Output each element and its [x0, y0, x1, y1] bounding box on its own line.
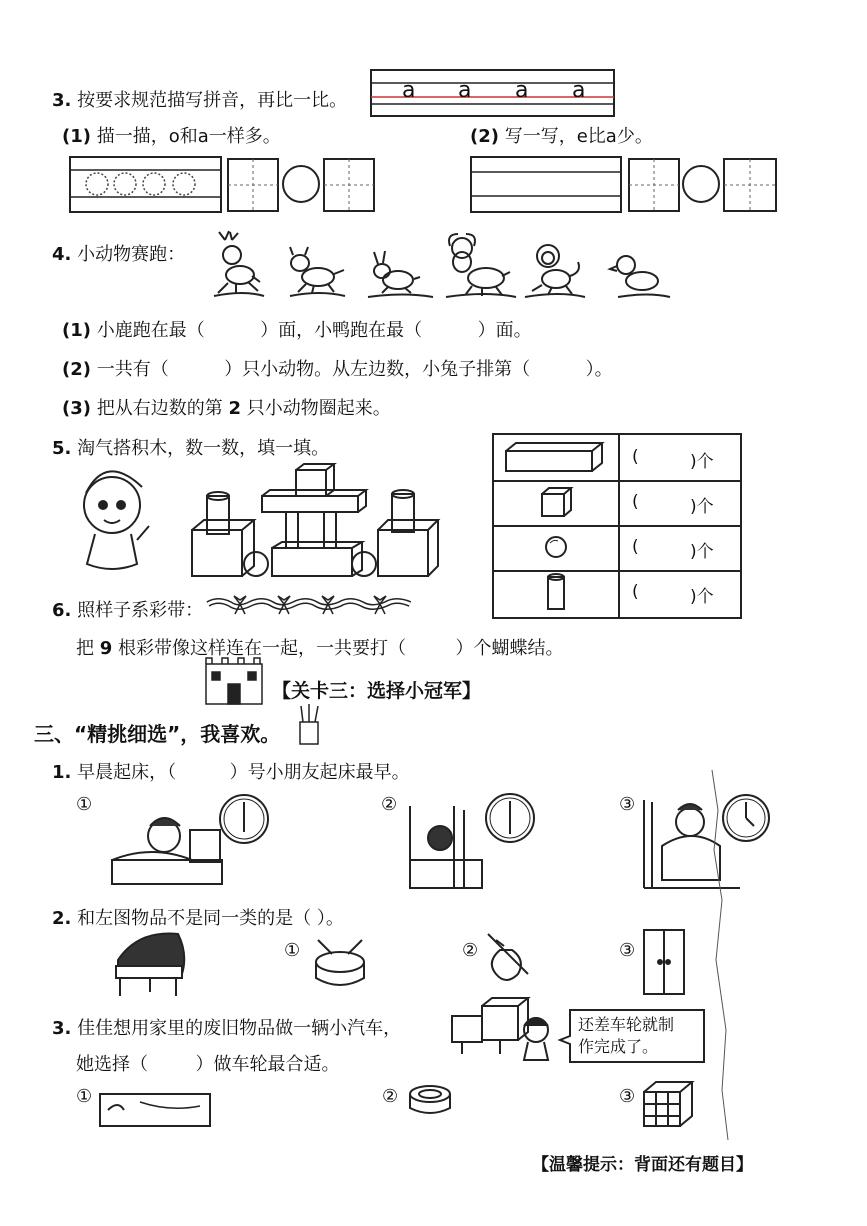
speech-bubble-line1: 还差车轮就制	[578, 1015, 675, 1034]
answer-open-paren: (	[632, 447, 639, 467]
q4-sub1-text-a: 小鹿跑在最（	[96, 320, 205, 341]
p1-option-1-label[interactable]: ①	[76, 794, 93, 815]
p1-text-a: 早晨起床，（	[77, 762, 177, 783]
answer-open-paren: (	[632, 537, 639, 557]
p3-option-1-label[interactable]: ①	[76, 1086, 93, 1107]
p1-option-2-label[interactable]: ②	[381, 794, 398, 815]
p3-text-line1: 佳佳想用家里的废旧物品做一辆小汽车，	[77, 1018, 402, 1039]
q3-sub1-number: (1)	[62, 126, 91, 147]
q4-sub2-number: (2)	[62, 359, 91, 380]
p3-number: 3.	[52, 1018, 72, 1039]
p1-option-3-label[interactable]: ③	[619, 794, 636, 815]
q3-sub2-text: 写一写，e比a少。	[504, 126, 653, 147]
p2-option-1-label[interactable]: ①	[284, 940, 301, 961]
p3-option-2-label[interactable]: ②	[382, 1086, 399, 1107]
p3-option-3-label[interactable]: ③	[619, 1086, 636, 1107]
answer-open-paren: (	[632, 582, 639, 602]
q6-number: 6.	[52, 600, 72, 621]
q4-sub2-text-c: ）。	[585, 359, 613, 380]
pinyin-letter: a	[515, 78, 529, 103]
q4-sub3-number-value: 2	[228, 398, 241, 419]
answer-open-paren: (	[632, 492, 639, 512]
q4-sub2-text-b: ）只小动物。从左边数，小兔子排第（	[224, 359, 531, 380]
q4-number: 4.	[52, 244, 72, 265]
q4-sub3-text-a: 把从右边数的第	[96, 398, 223, 419]
q6-text-c: ）个蝴蝶结。	[455, 638, 564, 659]
q3-sub1-text: 描一描，o和a一样多。	[96, 126, 281, 147]
p2-number: 2.	[52, 908, 72, 929]
q4-sub1-number: (1)	[62, 320, 91, 341]
answer-close-unit: )个	[690, 497, 714, 517]
q3-title-text: 按要求规范描写拼音，再比一比。	[77, 90, 348, 111]
q3-sub2-number: (2)	[470, 126, 499, 147]
section3-title: 三、“精挑细选”，我喜欢。	[34, 722, 281, 746]
level3-title: 【关卡三：选择小冠军】	[272, 680, 482, 702]
pinyin-letter: a	[402, 78, 416, 103]
q5-title-text: 淘气搭积木，数一数，填一填。	[77, 438, 330, 459]
answer-close-unit: )个	[690, 542, 714, 562]
speech-bubble-line2: 作完成了。	[578, 1037, 659, 1056]
p3-text-a: 她选择（	[76, 1054, 148, 1075]
q3-number: 3.	[52, 90, 72, 111]
p2-option-2-label[interactable]: ②	[462, 940, 479, 961]
q4-sub1-text-c: ）面。	[477, 320, 532, 341]
pinyin-letter: a	[458, 78, 472, 103]
p3-text-b: ）做车轮最合适。	[195, 1054, 340, 1075]
answer-close-unit: )个	[690, 452, 714, 472]
pinyin-letter: a	[572, 78, 586, 103]
q6-text-b: 根彩带像这样连在一起，一共要打（	[118, 638, 406, 659]
q4-sub2-text-a: 一共有（	[96, 359, 169, 380]
q4-sub3-number: (3)	[62, 398, 91, 419]
q4-sub3-text-b: 只小动物圈起来。	[246, 398, 391, 419]
q4-sub1-text-b: ）面，小鸭跑在最（	[260, 320, 423, 341]
q6-title-text: 照样子系彩带：	[77, 600, 204, 621]
p1-text-b: ）号小朋友起床最早。	[229, 762, 410, 783]
q6-text-a: 把	[76, 638, 94, 659]
footer-tip: 【温馨提示：背面还有题目】	[532, 1155, 753, 1175]
p1-number: 1.	[52, 762, 72, 783]
q5-number: 5.	[52, 438, 72, 459]
answer-close-unit: )个	[690, 587, 714, 607]
p2-text: 和左图物品不是同一类的是（ ）。	[77, 908, 344, 929]
p2-option-3-label[interactable]: ③	[619, 940, 636, 961]
q6-number-value: 9	[99, 638, 113, 659]
q4-title-text: 小动物赛跑：	[77, 244, 186, 265]
